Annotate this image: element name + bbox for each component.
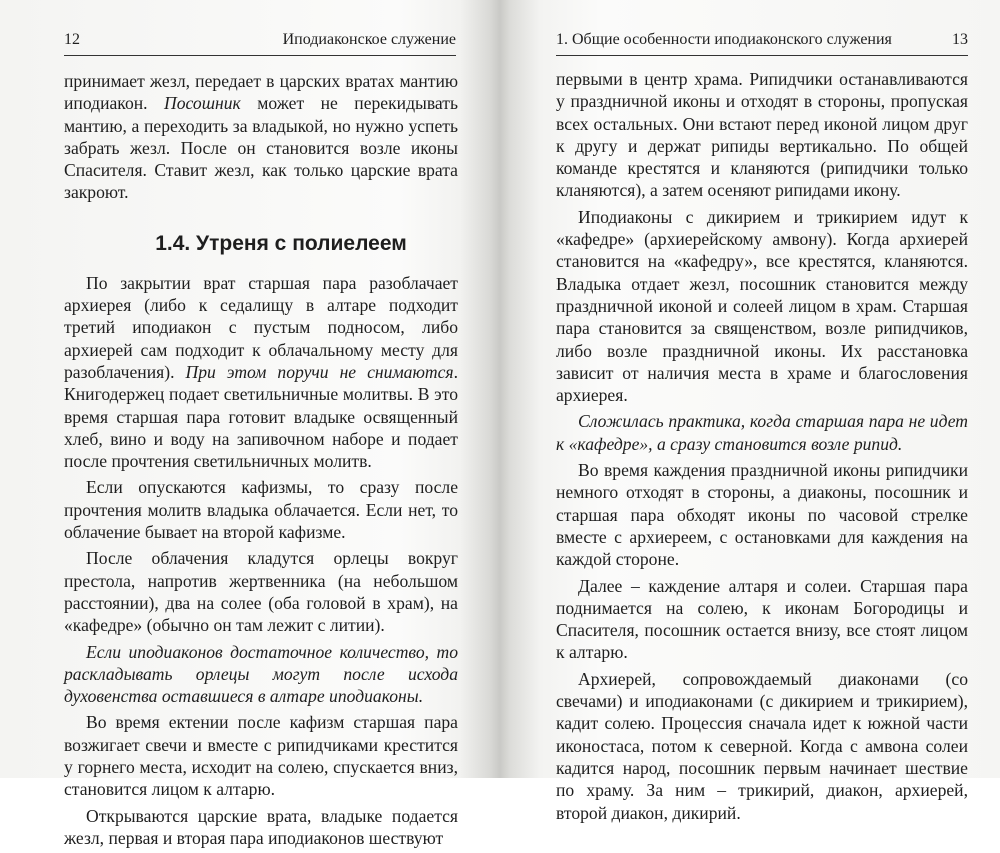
paragraph: первыми в центр храма. Рипидчики останавливаются у праздничной иконы и отходят в стороны, пропуская всех остальных. Они встают перед иконой лицом друг к другу и держат рипиды вертикально. По общей команде крестятся и кланяются (рипидчики только кланяются), а затем осеняют рипидами икону.: [556, 69, 968, 201]
paragraph: Открываются царские врата, владыке подается жезл, первая и вторая пара иподиаконов шествуют: [64, 805, 458, 848]
text-span: . Книгодержец подает светильничные молитвы. В это время старшая пара готовит владыке освященный хлеб, вино и воду на запивочном наборе и подает после прочтения светильничных молитв.: [64, 361, 458, 472]
running-title: Иподиаконское служение: [282, 31, 456, 48]
text-span: По закрытии врат старшая пара разоблачает архиерея (либо к седалищу в алтаре подходит третий иподиакон с пустым подносом, либо архиерей сам подходит к облачальному месту для разоблачения).: [64, 272, 458, 382]
paragraph: Во время каждения праздничной иконы рипидчики немного отходят в стороны, а диаконы, посошник и старшая пара обходят иконы по часовой стрелке вместе с архиереем, с остановками для каждения на каждой стороне.: [556, 460, 968, 570]
running-title: 1. Общие особенности иподиаконского служения: [556, 31, 892, 48]
paragraph: [64, 272, 458, 473]
paragraph: После облачения кладутся орлецы вокруг престола, напротив жертвенника (на небольшом расстоянии), два на солее (оба головой в храм), на «кафедре» (обычно он там лежит с литии).: [64, 548, 458, 636]
paragraph: Если опускаются кафизмы, то сразу после прочтения молитв владыка облачается. Если нет, то облачение бывает на второй кафизме.: [64, 477, 458, 543]
left-page: [0, 0, 500, 848]
header-rule: [556, 55, 968, 56]
italic-note: При этом поручи не снимаются: [185, 361, 454, 382]
page-number: 13: [952, 31, 968, 48]
paragraph: [64, 70, 458, 204]
paragraph: Иподиаконы с дикирием и трикирием идут к «кафедре» (архиерейскому амвону). Когда архиерей становится на «кафедру», все крестятся, кланяются. Владыка отдает жезл, посошник становится между праздничной иконой и солеей лицом в храм. Старшая пара становится за священством, возле рипидчиков, либо возле праздничной иконы. Их расстановка зависит от наличия места в храме и благословения архиерея.: [556, 206, 968, 406]
italic-term: Посошник: [164, 93, 241, 114]
text-span: может не перекидывать мантию, а переходить за владыкой, но нужно успеть забрать жезл. После он становится возле иконы Спасителя. Ставит жезл, как только царские врата закроют.: [64, 93, 458, 203]
section-heading: 1.4. Утреня с полиелеем: [155, 231, 407, 255]
text-span: принимает жезл, передает в царских вратах мантию иподиакон.: [64, 71, 458, 114]
paragraph: Далее – каждение алтаря и солеи. Старшая пара поднимается на солею, к иконам Богородицы и Спасителя, посошник остается внизу, все стоят лицом к алтарю.: [556, 575, 968, 663]
page-number: 12: [64, 31, 80, 48]
left-page-body: [64, 70, 458, 853]
italic-paragraph: Если иподиаконов достаточное количество, то раскладывать орлецы могут после исхода духовенства оставшиеся в алтаре иподиаконы.: [64, 641, 458, 707]
paragraph: Во время ектении после кафизм старшая пара возжигает свечи и вместе с рипидчиками крестится у горнего места, исходит на солею, спускается вниз, становится лицом к алтарю.: [64, 712, 458, 800]
italic-paragraph: Сложилась практика, когда старшая пара не идет к «кафедре», а сразу становится возле рипид.: [556, 411, 968, 454]
paragraph: Архиерей, сопровождаемый диаконами (со свечами) и иподиаконами (с дикирием и трикирием), кадит солею. Процессия сначала идет к южной части иконостаса, потом к северной. Когда с амвона солеи кадится народ, посошник первым начинает шествие по храму. За ним – трикирий, диакон, архиерей, второй диакон, дикирий.: [556, 668, 968, 823]
right-page: [500, 0, 1000, 823]
right-page-body: [556, 68, 968, 828]
header-rule: [64, 55, 456, 56]
